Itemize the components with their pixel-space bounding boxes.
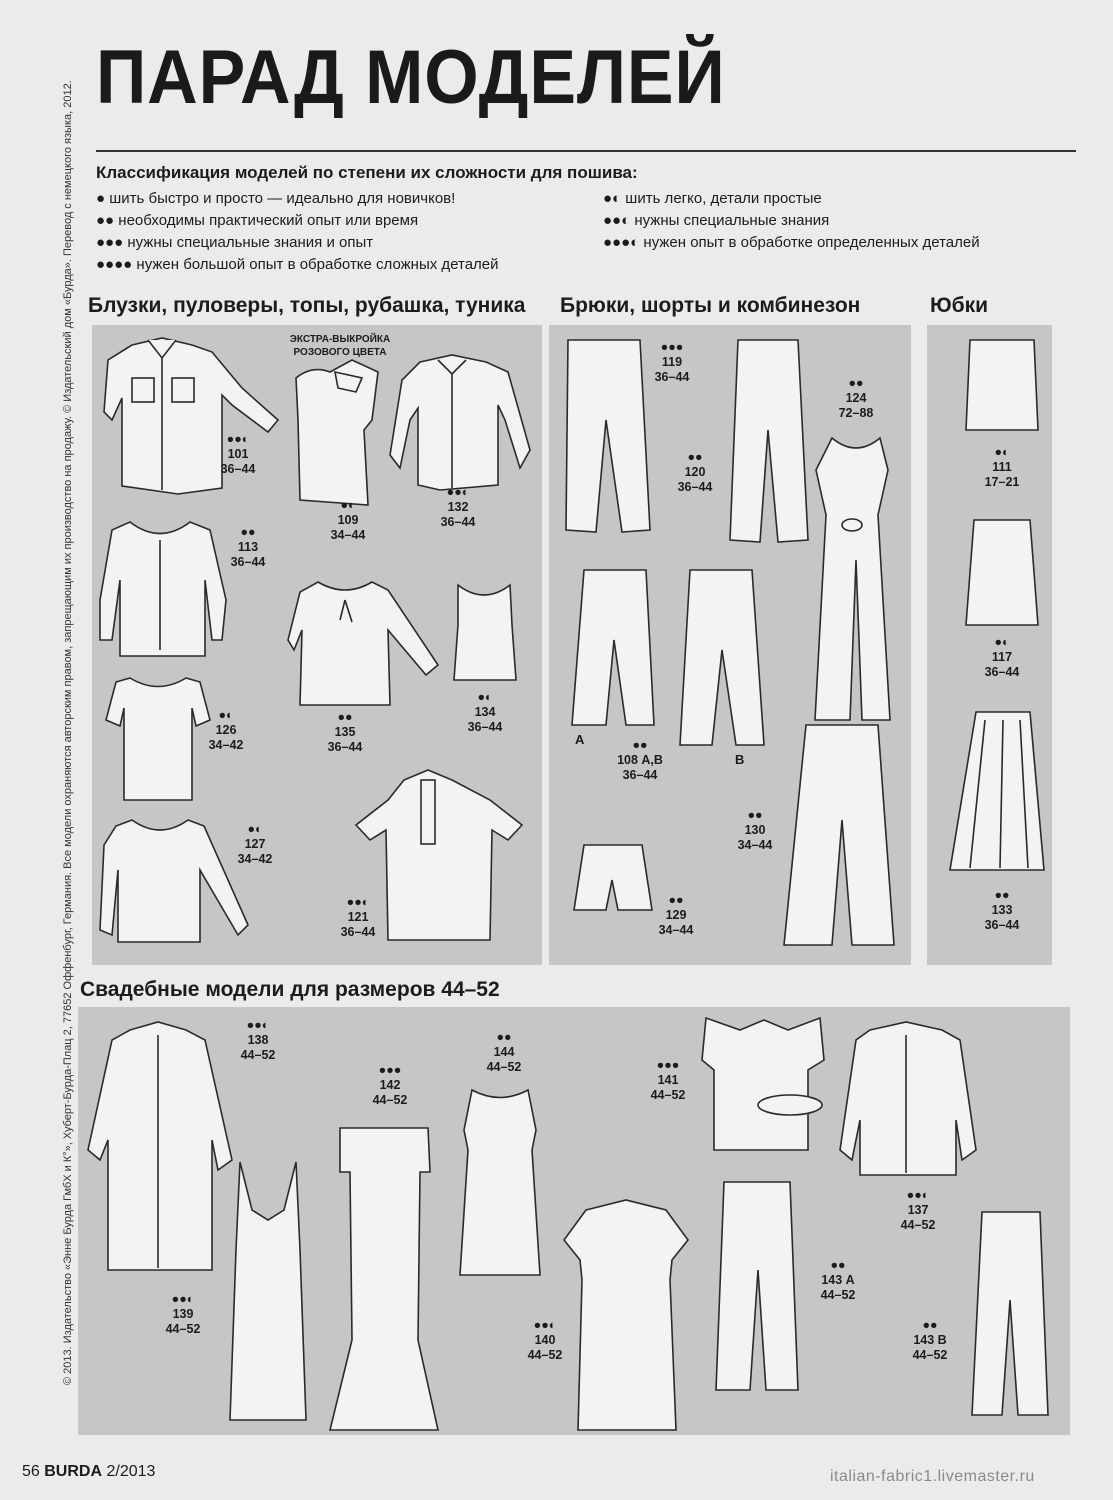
model-label-124: ●● 124 72–88 xyxy=(838,376,874,420)
model-label-126: ●◐ 126 34–42 xyxy=(208,708,244,752)
watermark: italian-fabric1.livemaster.ru xyxy=(830,1468,1035,1485)
model-label-143b: ●● 143 В 44–52 xyxy=(912,1318,948,1362)
model-label-108: ●● 108 А,В 36–44 xyxy=(617,738,663,782)
blouse-135-sketch xyxy=(288,582,438,705)
issue-number: 2/2013 xyxy=(106,1463,156,1480)
trousers-108b-sketch xyxy=(680,570,764,745)
top-141-sketch xyxy=(702,1018,824,1150)
tank-134-sketch xyxy=(454,585,516,680)
jumpsuit-124-sketch xyxy=(815,438,890,720)
model-label-138: ●●◐ 138 44–52 xyxy=(240,1018,276,1062)
model-label-141: ●●● 141 44–52 xyxy=(650,1058,686,1102)
model-label-143a: ●● 143 А 44–52 xyxy=(820,1258,856,1302)
trousers-130-sketch xyxy=(784,725,894,945)
model-label-121: ●●◐ 121 36–44 xyxy=(340,895,376,939)
classification-heading: Классификация моделей по степени их сложности для пошива: xyxy=(96,163,638,182)
gown-142-sketch xyxy=(330,1128,438,1430)
legend-item: ● шить быстро и просто — идеально для новичков! xyxy=(96,190,456,207)
jacket-137-sketch xyxy=(840,1022,976,1175)
legend-item: ●◐ шить легко, детали простые xyxy=(603,190,822,207)
section-title-skirts: Юбки xyxy=(930,294,989,317)
legend-item: ●●● нужны специальные знания и опыт xyxy=(96,234,374,251)
model-label-109: ●◐ 109 34–44 xyxy=(330,498,366,542)
model-label-111: ●◐ 111 17–21 xyxy=(984,445,1020,489)
legend-item: ●●◐ нужны специальные знания xyxy=(603,212,830,229)
trousers-108a-sketch xyxy=(572,570,654,725)
model-label-129: ●● 129 34–44 xyxy=(658,893,694,937)
model-label-144: ●● 144 44–52 xyxy=(486,1030,522,1074)
trousers-143a-sketch xyxy=(716,1182,798,1390)
skirt-133-sketch xyxy=(950,712,1044,870)
page-number: 56 xyxy=(22,1463,40,1480)
extra-pattern-note: ЭКСТРА-ВЫКРОЙКА РОЗОВОГО ЦВЕТА xyxy=(289,334,391,358)
model-label-119: ●●● 119 36–44 xyxy=(654,340,690,384)
skirt-117-sketch xyxy=(966,520,1038,625)
model-label-140: ●●◐ 140 44–52 xyxy=(527,1318,563,1362)
dress-144-sketch xyxy=(460,1090,540,1275)
skirt-111-sketch xyxy=(966,340,1038,430)
model-label-127: ●◐ 127 34–42 xyxy=(237,822,273,866)
page-title: ПАРАД МОДЕЛЕЙ xyxy=(96,35,726,120)
legend-item: ●●●◐ нужен опыт в обработке определенных деталей xyxy=(603,234,980,251)
model-label-113: ●● 113 36–44 xyxy=(230,525,266,569)
model-label-130: ●● 130 34–44 xyxy=(737,808,773,852)
variant-letter-a: А xyxy=(575,732,585,747)
model-label-139: ●●◐ 139 44–52 xyxy=(165,1292,201,1336)
dress-139-sketch xyxy=(230,1162,306,1420)
legend-item: ●●●● нужен большой опыт в обработке сложных деталей xyxy=(96,256,499,273)
variant-letter-b: В xyxy=(735,752,745,767)
section-title-trousers: Брюки, шорты и комбинезон xyxy=(560,294,861,317)
model-label-142: ●●● 142 44–52 xyxy=(372,1063,408,1107)
trousers-120-sketch xyxy=(730,340,808,542)
page-footer xyxy=(22,1463,155,1481)
model-label-133: ●● 133 36–44 xyxy=(984,888,1020,932)
magazine-name: BURDA xyxy=(44,1463,103,1480)
section-title-wedding: Свадебные модели для размеров 44–52 xyxy=(80,978,500,1001)
trousers-143b-sketch xyxy=(972,1212,1048,1415)
model-label-132: ●●◐ 132 36–44 xyxy=(440,485,476,529)
model-label-137: ●●◐ 137 44–52 xyxy=(900,1188,936,1232)
blouse-132-sketch xyxy=(390,355,530,490)
model-label-120: ●● 120 36–44 xyxy=(677,450,713,494)
model-label-134: ●◐ 134 36–44 xyxy=(467,690,503,734)
section-title-blouses: Блузки, пуловеры, топы, рубашка, туника xyxy=(88,294,526,317)
model-label-135: ●● 135 36–44 xyxy=(327,710,363,754)
coat-138-sketch xyxy=(88,1022,232,1270)
pullover-113-sketch xyxy=(100,522,226,656)
copyright-notice: © 2013. Издательство «Энне Бурда ГмбХ и К°», Хуберт-Бурда-Плац 2, 77652 Оффенбург, Германия. Все модели охраняются авторским правом, запрещающим их производство на продажу. © Издательский дом «Бурда». Перевод с немецкого языка, 2012. xyxy=(62,80,74,1385)
dress-140-sketch xyxy=(564,1200,688,1430)
model-label-117: ●◐ 117 36–44 xyxy=(984,635,1020,679)
legend-item: ●● необходимы практический опыт или время xyxy=(96,212,419,229)
model-label-101: ●●◐ 101 36–44 xyxy=(220,432,256,476)
